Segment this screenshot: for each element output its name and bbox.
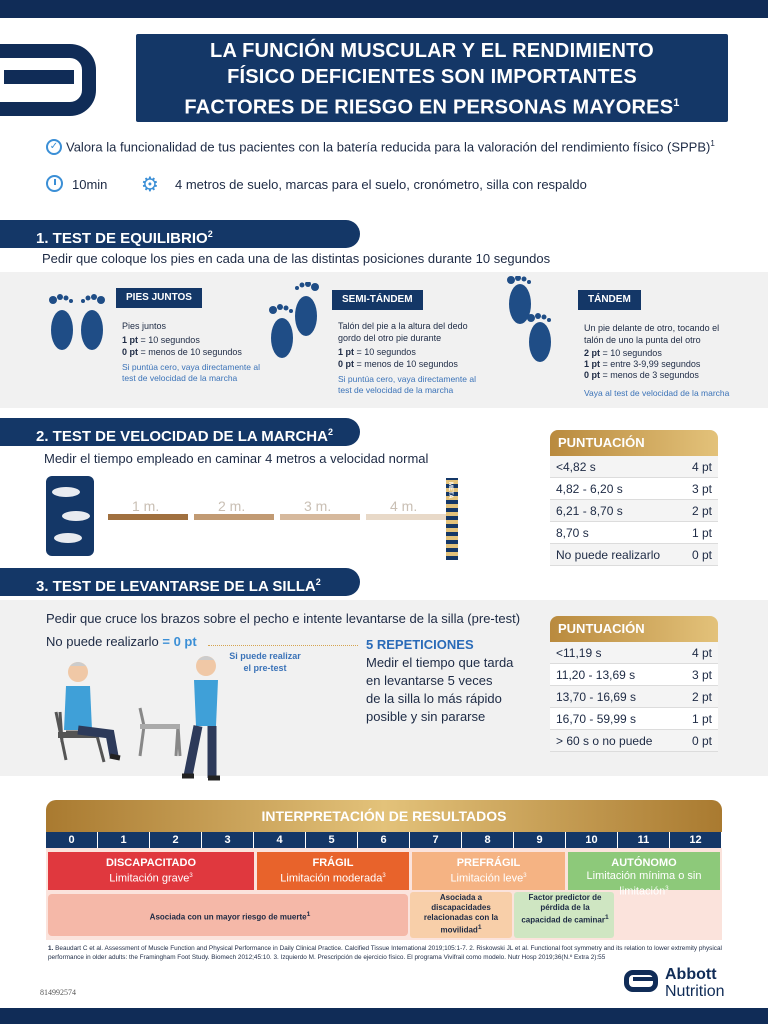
materials-text: 4 metros de suelo, marcas para el suelo, cronómetro, silla con respaldo bbox=[175, 177, 587, 192]
bottom-bar bbox=[0, 1008, 768, 1024]
death-risk-note bbox=[100, 910, 360, 923]
score-row bbox=[550, 544, 718, 566]
reps-line: Medir el tiempo que tarda bbox=[366, 655, 514, 670]
title-line: FÍSICO DEFICIENTES SON IMPORTANTES bbox=[227, 66, 637, 88]
score-row bbox=[550, 478, 718, 500]
duration-text: 10min bbox=[72, 177, 108, 192]
walking-note bbox=[520, 893, 610, 926]
score-line bbox=[122, 346, 242, 358]
chair-score-table bbox=[550, 616, 718, 752]
score-points: 4 pt bbox=[691, 460, 712, 474]
score-points: 0 pt bbox=[691, 734, 712, 748]
scale-number: 3 bbox=[202, 832, 254, 848]
note-text: Asociada con un mayor riesgo de muerte bbox=[149, 912, 307, 922]
score-range: No puede realizarlo bbox=[556, 548, 661, 562]
segment-4m bbox=[366, 514, 446, 520]
score-points: 1 pt bbox=[691, 526, 712, 540]
score-row bbox=[550, 642, 718, 664]
score-txt: = 10 segundos bbox=[138, 335, 200, 345]
position-desc: Un pie delante de otro, tocando el talón de uno la punta del otro bbox=[584, 323, 720, 345]
segment-1m bbox=[108, 514, 188, 520]
heading-sup: 2 bbox=[207, 229, 213, 239]
score-txt: = menos de 10 segundos bbox=[138, 347, 242, 357]
score-row bbox=[550, 708, 718, 730]
scale-number: 6 bbox=[358, 832, 410, 848]
repetitions-text bbox=[366, 654, 513, 726]
scale-number: 9 bbox=[514, 832, 566, 848]
score-points: 2 pt bbox=[691, 690, 712, 704]
interpretation-heading: INTERPRETACIÓN DE RESULTADOS bbox=[46, 800, 722, 832]
score-row bbox=[550, 664, 718, 686]
segment-2m bbox=[194, 514, 274, 520]
score-points: 3 pt bbox=[691, 668, 712, 682]
score-points: 2 pt bbox=[691, 504, 712, 518]
mark-label: 3 m. bbox=[304, 498, 332, 514]
score-row bbox=[550, 456, 718, 478]
cannot-line bbox=[46, 634, 197, 649]
scale-number: 7 bbox=[410, 832, 462, 848]
score-pts: 1 pt bbox=[338, 347, 355, 357]
repetitions-title: 5 REPETICIONES bbox=[366, 637, 474, 652]
score-points: 4 pt bbox=[691, 646, 712, 660]
scale-number: 1 bbox=[98, 832, 150, 848]
note-text: Asociada a discapacidades relacionadas con la movilidad bbox=[423, 893, 499, 935]
score-txt: = entre 3-9,99 segundos bbox=[600, 359, 701, 369]
segment-3m bbox=[280, 514, 360, 520]
check-circle-icon: ✓ bbox=[46, 139, 62, 155]
score-points: 3 pt bbox=[691, 482, 712, 496]
score-range: > 60 s o no puede bbox=[556, 734, 653, 748]
position-desc: Pies juntos bbox=[122, 321, 167, 331]
score-pts: 0 pt bbox=[584, 370, 601, 380]
score-pts: 0 pt bbox=[122, 347, 139, 357]
section-chair-heading bbox=[0, 568, 360, 596]
position-note: Si puntúa cero, vaya directamente al test de velocidad de la marcha bbox=[122, 362, 260, 383]
title-line: LA FUNCIÓN MUSCULAR Y EL RENDIMIENTO bbox=[210, 40, 654, 62]
reps-line: de la silla lo más rápido bbox=[366, 691, 502, 706]
score-txt: = 10 segundos bbox=[354, 347, 416, 357]
scale-number: 10 bbox=[566, 832, 618, 848]
position-note: Si puntúa cero, vaya directamente al test de velocidad de la marcha bbox=[338, 374, 476, 395]
score-range: 8,70 s bbox=[556, 526, 589, 540]
chair-instructions: Pedir que cruce los brazos sobre el pecho e intente levantarse de la silla (pre-test) bbox=[46, 611, 521, 626]
top-bar bbox=[0, 0, 768, 18]
category-name: FRÁGIL bbox=[312, 857, 354, 869]
tandem-feet-icon bbox=[500, 276, 564, 368]
brand-line: Abbott bbox=[665, 966, 717, 983]
score-line bbox=[338, 346, 416, 358]
score-scale bbox=[46, 832, 722, 848]
intro-sup: 1 bbox=[710, 139, 715, 148]
abbott-logo-icon bbox=[0, 44, 96, 116]
category-sup: 3 bbox=[382, 873, 386, 879]
mark-label: 2 m. bbox=[218, 498, 246, 514]
reps-line: en levantarse 5 veces bbox=[366, 673, 493, 688]
dotted-arrow bbox=[208, 645, 358, 646]
tag-semi-tandem: SEMI-TÁNDEM bbox=[332, 290, 423, 310]
score-txt: = 10 segundos bbox=[600, 348, 662, 358]
score-pts: 2 pt bbox=[584, 348, 601, 358]
category-disabled bbox=[48, 852, 254, 890]
scale-number: 5 bbox=[306, 832, 358, 848]
score-pts: 1 pt bbox=[122, 335, 139, 345]
score-line bbox=[122, 334, 200, 346]
score-points: 1 pt bbox=[691, 712, 712, 726]
ref-text: Beaudart C et al. Assessment of Muscle Function and Physical Performance in Daily Clinical Practice. Calcified Tissue International 2019;105:1-7. 2. Riskowski JL et al. Functional foot symmetry and its relation to lower extremity physical performance in older adults: the Framingham Foot Study. Biomech 2012;45:10. 3. Izquierdo M. Prescripción de ejercicio físico. El programa Vivifrail como modelo. Nutr Hosp 2019;36(N.º Extra 2):55 bbox=[48, 945, 722, 961]
score-txt: = menos de 10 segundos bbox=[354, 359, 458, 369]
category-name: PREFRÁGIL bbox=[456, 857, 521, 869]
score-range: 4,82 - 6,20 s bbox=[556, 482, 623, 496]
category-sup: 3 bbox=[665, 886, 669, 892]
title-sup: 1 bbox=[673, 97, 680, 109]
score-range: 11,20 - 13,69 s bbox=[556, 668, 636, 682]
mark-label: 1 m. bbox=[132, 498, 160, 514]
tag-feet-together: PIES JUNTOS bbox=[116, 288, 202, 308]
score-range: 13,70 - 16,69 s bbox=[556, 690, 637, 704]
score-row bbox=[550, 686, 718, 708]
category-sup: 3 bbox=[523, 873, 527, 879]
score-row bbox=[550, 500, 718, 522]
walking-feet-icon bbox=[46, 476, 94, 556]
gears-icon: ⚙ bbox=[141, 174, 159, 196]
reps-line: posible y sin pararse bbox=[366, 709, 486, 724]
cannot-text: No puede realizarlo bbox=[46, 634, 159, 649]
score-range: <11,19 s bbox=[556, 646, 602, 660]
cannot-points: = 0 pt bbox=[162, 634, 197, 649]
scale-number: 2 bbox=[150, 832, 202, 848]
scale-number: 0 bbox=[46, 832, 98, 848]
brand-name bbox=[665, 966, 725, 1000]
title-line: FACTORES DE RIESGO EN PERSONAS MAYORES bbox=[184, 96, 674, 119]
feet-together-icon bbox=[44, 292, 110, 360]
category-sub: Limitación grave bbox=[109, 872, 190, 885]
category-prefrail bbox=[412, 852, 565, 890]
category-name: AUTÓNOMO bbox=[611, 857, 677, 869]
ref-number: 1. bbox=[48, 945, 54, 952]
note-text: Factor predictor de pérdida de la capacidad de caminar bbox=[521, 893, 605, 925]
section-balance-heading bbox=[0, 220, 360, 248]
finish-line bbox=[446, 478, 458, 560]
heading-text: 3. TEST DE LEVANTARSE DE LA SILLA bbox=[36, 578, 316, 595]
score-line bbox=[584, 369, 699, 381]
scale-number: 12 bbox=[670, 832, 722, 848]
tag-tandem: TÁNDEM bbox=[578, 290, 641, 310]
category-sup: 3 bbox=[189, 873, 193, 879]
document-code: 814992574 bbox=[40, 988, 76, 997]
abbott-small-logo-icon bbox=[624, 970, 658, 992]
semi-tandem-feet-icon bbox=[262, 282, 326, 364]
heading-sup: 2 bbox=[315, 577, 321, 587]
scale-number: 11 bbox=[618, 832, 670, 848]
score-table-title: PUNTUACIÓN bbox=[550, 430, 718, 456]
page-title bbox=[136, 34, 728, 122]
score-row bbox=[550, 730, 718, 752]
gait-instructions: Medir el tiempo empleado en caminar 4 metros a velocidad normal bbox=[44, 451, 429, 466]
score-range: <4,82 s bbox=[556, 460, 596, 474]
category-sub: Limitación leve bbox=[450, 872, 524, 885]
category-frail bbox=[257, 852, 409, 890]
balance-instructions: Pedir que coloque los pies en cada una de las distintas posiciones durante 10 segundos bbox=[42, 251, 551, 266]
heading-text: 1. TEST DE EQUILIBRIO bbox=[36, 230, 208, 247]
score-row bbox=[550, 522, 718, 544]
references bbox=[48, 944, 732, 962]
brand-line: Nutrition bbox=[665, 983, 725, 1000]
finish-label: META bbox=[447, 482, 453, 499]
score-range: 16,70 - 59,99 s bbox=[556, 712, 637, 726]
chair-stand-illustration bbox=[48, 652, 228, 782]
scale-number: 8 bbox=[462, 832, 514, 848]
mark-label: 4 m. bbox=[390, 498, 418, 514]
note-sup: 1 bbox=[477, 924, 482, 931]
position-desc: Talón del pie a la altura del dedo gordo del otro pie durante bbox=[338, 321, 468, 343]
score-points: 0 pt bbox=[691, 548, 712, 562]
scale-number: 4 bbox=[254, 832, 306, 848]
heading-sup: 2 bbox=[327, 427, 333, 437]
score-range: 6,21 - 8,70 s bbox=[556, 504, 623, 518]
heading-text: 2. TEST DE VELOCIDAD DE LA MARCHA bbox=[36, 428, 328, 445]
score-pts: 1 pt bbox=[584, 359, 601, 369]
score-line bbox=[338, 358, 458, 370]
note-sup: 1 bbox=[306, 911, 311, 918]
section-gait-heading bbox=[0, 418, 360, 446]
intro-text bbox=[66, 139, 715, 154]
category-sub: Limitación moderada bbox=[280, 872, 383, 885]
category-sub: Limitación mínima o sin limitación bbox=[586, 870, 702, 898]
score-pts: 0 pt bbox=[338, 359, 355, 369]
note-sup: 1 bbox=[604, 914, 609, 921]
mobility-note bbox=[414, 893, 508, 936]
gait-score-table bbox=[550, 430, 718, 566]
category-name: DISCAPACITADO bbox=[105, 857, 197, 869]
category-autonomous bbox=[568, 852, 720, 898]
position-note: Vaya al test de velocidad de la marcha bbox=[584, 388, 730, 398]
if-can-label: Si puede realizar el pre-test bbox=[229, 651, 301, 673]
clock-icon bbox=[46, 175, 63, 192]
score-table-title: PUNTUACIÓN bbox=[550, 616, 718, 642]
intro-sentence: Valora la funcionalidad de tus pacientes con la batería reducida para la valoración del rendimiento físico (SPPB) bbox=[66, 139, 711, 155]
score-txt: = menos de 3 segundos bbox=[600, 370, 699, 380]
